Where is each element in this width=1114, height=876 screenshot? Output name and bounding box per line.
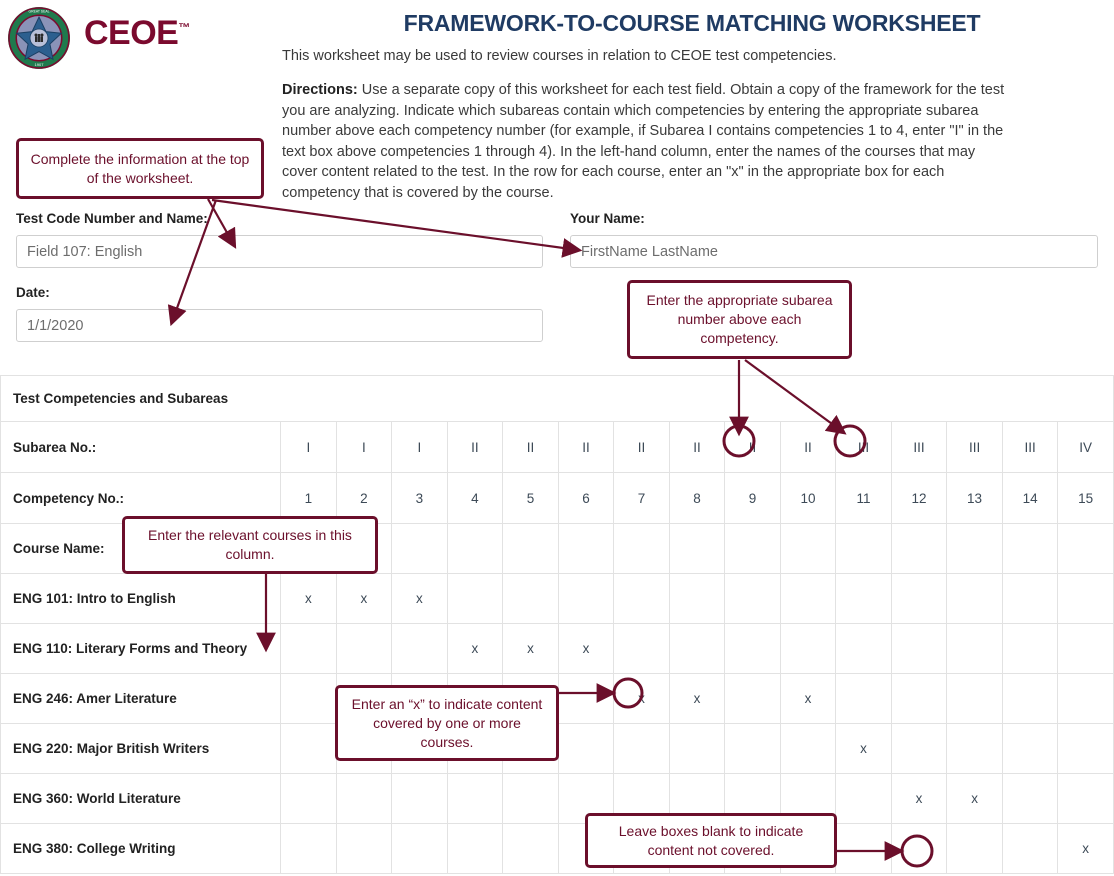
matrix-cell-r5-c10[interactable] xyxy=(780,774,836,824)
course-header-spacer-4 xyxy=(447,524,503,574)
matrix-cell-r4-c14[interactable] xyxy=(1002,724,1058,774)
matrix-cell-r3-c9[interactable] xyxy=(725,674,781,724)
matrix-cell-r4-c8[interactable] xyxy=(669,724,725,774)
matrix-cell-r6-c10[interactable] xyxy=(780,824,836,874)
matrix-cell-r3-c12[interactable] xyxy=(891,674,947,724)
matrix-cell-r3-c10[interactable]: x xyxy=(780,674,836,724)
matrix-cell-r6-c9[interactable] xyxy=(725,824,781,874)
matrix-cell-r5-c15[interactable] xyxy=(1058,774,1114,824)
course-header-spacer-8 xyxy=(669,524,725,574)
competency-cell-10: 10 xyxy=(780,473,836,524)
matrix-cell-r6-c2[interactable] xyxy=(336,824,392,874)
subarea-cell-13[interactable]: III xyxy=(947,422,1003,473)
callout-leave-blank: Leave boxes blank to indicate content not covered. xyxy=(585,813,837,868)
table-row xyxy=(1,824,1114,874)
callout-enter-relevant-courses: Enter the relevant courses in this column. xyxy=(122,516,378,574)
callout-enter-x: Enter an “x” to indicate content covered by one or more courses. xyxy=(335,685,559,761)
matrix-cell-r3-c7[interactable]: x xyxy=(614,674,670,724)
matrix-cell-r4-c4[interactable] xyxy=(447,724,503,774)
matrix-cell-r1-c6[interactable] xyxy=(558,574,614,624)
course-header-spacer-3 xyxy=(392,524,448,574)
table-row xyxy=(1,574,1114,624)
matrix-cell-r2-c7[interactable] xyxy=(614,624,670,674)
matrix-cell-r5-c1[interactable] xyxy=(281,774,337,824)
matrix-cell-r1-c1[interactable]: x xyxy=(281,574,337,624)
matrix-cell-r6-c5[interactable] xyxy=(503,824,559,874)
course-header-spacer-2 xyxy=(336,524,392,574)
matrix-cell-r6-c13[interactable] xyxy=(947,824,1003,874)
matrix-cell-r3-c13[interactable] xyxy=(947,674,1003,724)
matrix-cell-r6-c14[interactable] xyxy=(1002,824,1058,874)
subarea-cell-2[interactable]: I xyxy=(336,422,392,473)
subarea-row-label: Subarea No.: xyxy=(1,422,281,473)
matrix-cell-r1-c7[interactable] xyxy=(614,574,670,624)
directions-label: Directions: xyxy=(282,82,358,98)
matrix-cell-r1-c12[interactable] xyxy=(891,574,947,624)
matrix-cell-r6-c12[interactable] xyxy=(891,824,947,874)
matrix-cell-r6-c6[interactable] xyxy=(558,824,614,874)
competency-cell-14: 14 xyxy=(1002,473,1058,524)
matrix-cell-r1-c5[interactable] xyxy=(503,574,559,624)
matrix-cell-r2-c9[interactable] xyxy=(725,624,781,674)
course-name-label: Course Name: xyxy=(1,524,281,574)
directions-body: Use a separate copy of this worksheet for each test field. Obtain a copy of the framework for the test you are analyzing. Indicate which subareas contain which competencies by entering the appropriate subarea number above each competency number (for example, if Subarea I contains competencies 1 to 4, enter "I" in the text box above competencies 1 through 4). In the left-hand column, enter the names of the courses that may cover content related to the test. In the row for each course, enter an "x" in the appropriate box for each competency that is covered by the course. xyxy=(282,82,1005,201)
table-row xyxy=(1,624,1114,674)
matrix-cell-r6-c3[interactable] xyxy=(392,824,448,874)
test-code-input[interactable] xyxy=(16,235,543,268)
competency-cell-6: 6 xyxy=(558,473,614,524)
matrix-cell-r3-c2[interactable] xyxy=(336,674,392,724)
page-title: FRAMEWORK-TO-COURSE MATCHING WORKSHEET xyxy=(403,10,981,36)
svg-text:GREAT SEAL: GREAT SEAL xyxy=(28,9,50,14)
course-name-cell[interactable]: ENG 110: Literary Forms and Theory xyxy=(1,624,281,674)
subarea-cell-6[interactable]: II xyxy=(558,422,614,473)
matrix-cell-r5-c9[interactable] xyxy=(725,774,781,824)
course-header-spacer-10 xyxy=(780,524,836,574)
course-header-spacer-14 xyxy=(1002,524,1058,574)
competency-cell-15: 15 xyxy=(1058,473,1114,524)
callout-enter-subarea-number: Enter the appropriate subarea number above each competency. xyxy=(627,280,852,359)
matrix-cell-r2-c4[interactable]: x xyxy=(447,624,503,674)
competency-cell-3: 3 xyxy=(392,473,448,524)
matrix-cell-r1-c8[interactable] xyxy=(669,574,725,624)
matrix-cell-r2-c1[interactable] xyxy=(281,624,337,674)
table-section-title-row xyxy=(1,376,1114,422)
matrix-cell-r3-c6[interactable] xyxy=(558,674,614,724)
course-name-cell[interactable]: ENG 380: College Writing xyxy=(1,824,281,874)
matrix-cell-r4-c2[interactable] xyxy=(336,724,392,774)
matrix-cell-r5-c5[interactable] xyxy=(503,774,559,824)
matrix-cell-r3-c4[interactable] xyxy=(447,674,503,724)
matrix-cell-r5-c12[interactable]: x xyxy=(891,774,947,824)
matrix-cell-r4-c15[interactable] xyxy=(1058,724,1114,774)
course-header-spacer-13 xyxy=(947,524,1003,574)
subarea-cell-14[interactable]: III xyxy=(1002,422,1058,473)
matrix-cell-r5-c8[interactable] xyxy=(669,774,725,824)
subarea-cell-9[interactable]: II xyxy=(725,422,781,473)
matrix-cell-r4-c11[interactable]: x xyxy=(836,724,892,774)
competency-cell-13: 13 xyxy=(947,473,1003,524)
matrix-cell-r2-c14[interactable] xyxy=(1002,624,1058,674)
matrix-cell-r1-c11[interactable] xyxy=(836,574,892,624)
svg-text:1907: 1907 xyxy=(34,62,44,68)
matrix-cell-r5-c2[interactable] xyxy=(336,774,392,824)
course-header-spacer-12 xyxy=(891,524,947,574)
matrix-cell-r3-c8[interactable]: x xyxy=(669,674,725,724)
matrix-cell-r3-c15[interactable] xyxy=(1058,674,1114,724)
competency-matrix-table xyxy=(0,375,1114,874)
competency-row xyxy=(1,473,1114,524)
page-header xyxy=(0,0,1114,200)
matrix-cell-r2-c10[interactable] xyxy=(780,624,836,674)
subarea-cell-10[interactable]: II xyxy=(780,422,836,473)
page-subtitle: This worksheet may be used to review courses in relation to CEOE test competencies. xyxy=(282,48,837,64)
matrix-cell-r1-c3[interactable]: x xyxy=(392,574,448,624)
matrix-cell-r5-c11[interactable] xyxy=(836,774,892,824)
matrix-cell-r4-c13[interactable] xyxy=(947,724,1003,774)
competency-cell-12: 12 xyxy=(891,473,947,524)
competency-cell-9: 9 xyxy=(725,473,781,524)
matrix-cell-r6-c15[interactable]: x xyxy=(1058,824,1114,874)
matrix-cell-r2-c2[interactable] xyxy=(336,624,392,674)
matrix-cell-r1-c2[interactable]: x xyxy=(336,574,392,624)
course-header-spacer-6 xyxy=(558,524,614,574)
matrix-cell-r5-c7[interactable] xyxy=(614,774,670,824)
matrix-cell-r2-c15[interactable] xyxy=(1058,624,1114,674)
subarea-cell-4[interactable]: II xyxy=(447,422,503,473)
subarea-cell-11[interactable]: III xyxy=(836,422,892,473)
course-name-cell[interactable]: ENG 360: World Literature xyxy=(1,774,281,824)
matrix-cell-r3-c3[interactable] xyxy=(392,674,448,724)
date-input[interactable] xyxy=(16,309,543,342)
matrix-cell-r5-c4[interactable] xyxy=(447,774,503,824)
matrix-cell-r2-c5[interactable]: x xyxy=(503,624,559,674)
competency-row-label: Competency No.: xyxy=(1,473,281,524)
competency-cell-7: 7 xyxy=(614,473,670,524)
competency-cell-8: 8 xyxy=(669,473,725,524)
matrix-cell-r3-c11[interactable] xyxy=(836,674,892,724)
matrix-cell-r6-c8[interactable] xyxy=(669,824,725,874)
your-name-input[interactable] xyxy=(570,235,1098,268)
course-header-spacer-11 xyxy=(836,524,892,574)
matrix-cell-r5-c6[interactable] xyxy=(558,774,614,824)
matrix-cell-r2-c12[interactable] xyxy=(891,624,947,674)
matrix-cell-r4-c3[interactable] xyxy=(392,724,448,774)
subarea-cell-8[interactable]: II xyxy=(669,422,725,473)
test-code-label: Test Code Number and Name: xyxy=(16,211,208,226)
matrix-cell-r4-c1[interactable] xyxy=(281,724,337,774)
ceoe-wordmark xyxy=(84,16,190,50)
matrix-cell-r1-c15[interactable] xyxy=(1058,574,1114,624)
subarea-cell-12[interactable]: III xyxy=(891,422,947,473)
matrix-cell-r4-c10[interactable] xyxy=(780,724,836,774)
callout-complete-top-info: Complete the information at the top of the worksheet. xyxy=(16,138,264,199)
matrix-cell-r2-c11[interactable] xyxy=(836,624,892,674)
matrix-cell-r6-c4[interactable] xyxy=(447,824,503,874)
matrix-cell-r4-c6[interactable] xyxy=(558,724,614,774)
matrix-cell-r3-c14[interactable] xyxy=(1002,674,1058,724)
table-section-title: Test Competencies and Subareas xyxy=(1,376,1114,422)
matrix-cell-r2-c6[interactable]: x xyxy=(558,624,614,674)
course-header-spacer-5 xyxy=(503,524,559,574)
subarea-cell-15[interactable]: IV xyxy=(1058,422,1114,473)
matrix-cell-r1-c9[interactable] xyxy=(725,574,781,624)
matrix-cell-r3-c1[interactable] xyxy=(281,674,337,724)
matrix-cell-r4-c5[interactable] xyxy=(503,724,559,774)
matrix-cell-r6-c1[interactable] xyxy=(281,824,337,874)
matrix-cell-r4-c9[interactable] xyxy=(725,724,781,774)
course-header-spacer-7 xyxy=(614,524,670,574)
course-header-spacer-1 xyxy=(281,524,337,574)
matrix-cell-r1-c4[interactable] xyxy=(447,574,503,624)
matrix-cell-r5-c14[interactable] xyxy=(1002,774,1058,824)
course-name-cell[interactable]: ENG 220: Major British Writers xyxy=(1,724,281,774)
matrix-cell-r2-c8[interactable] xyxy=(669,624,725,674)
oklahoma-seal-icon xyxy=(7,6,71,70)
course-name-cell[interactable]: ENG 101: Intro to English xyxy=(1,574,281,624)
subarea-cell-5[interactable]: II xyxy=(503,422,559,473)
competency-cell-5: 5 xyxy=(503,473,559,524)
matrix-cell-r1-c10[interactable] xyxy=(780,574,836,624)
matrix-cell-r1-c14[interactable] xyxy=(1002,574,1058,624)
subarea-cell-1[interactable]: I xyxy=(281,422,337,473)
matrix-cell-r6-c7[interactable] xyxy=(614,824,670,874)
course-header-spacer-9 xyxy=(725,524,781,574)
directions-paragraph xyxy=(282,80,1014,203)
date-label: Date: xyxy=(16,285,50,300)
trademark-symbol: ™ xyxy=(178,20,190,35)
course-name-cell[interactable]: ENG 246: Amer Literature xyxy=(1,674,281,724)
competency-cell-2: 2 xyxy=(336,473,392,524)
matrix-cell-r6-c11[interactable] xyxy=(836,824,892,874)
matrix-cell-r2-c13[interactable] xyxy=(947,624,1003,674)
matrix-cell-r5-c13[interactable]: x xyxy=(947,774,1003,824)
competency-cell-1: 1 xyxy=(281,473,337,524)
matrix-cell-r2-c3[interactable] xyxy=(392,624,448,674)
competency-cell-11: 11 xyxy=(836,473,892,524)
matrix-cell-r1-c13[interactable] xyxy=(947,574,1003,624)
matrix-cell-r4-c7[interactable] xyxy=(614,724,670,774)
competency-cell-4: 4 xyxy=(447,473,503,524)
your-name-label: Your Name: xyxy=(570,211,645,226)
table-row xyxy=(1,774,1114,824)
subarea-cell-7[interactable]: II xyxy=(614,422,670,473)
matrix-cell-r4-c12[interactable] xyxy=(891,724,947,774)
ceoe-wordmark-text: CEOE xyxy=(84,14,179,52)
matrix-cell-r3-c5[interactable] xyxy=(503,674,559,724)
subarea-row xyxy=(1,422,1114,473)
table-row xyxy=(1,674,1114,724)
course-name-row xyxy=(1,524,1114,574)
course-header-spacer-15 xyxy=(1058,524,1114,574)
matrix-cell-r5-c3[interactable] xyxy=(392,774,448,824)
subarea-cell-3[interactable]: I xyxy=(392,422,448,473)
table-row xyxy=(1,724,1114,774)
